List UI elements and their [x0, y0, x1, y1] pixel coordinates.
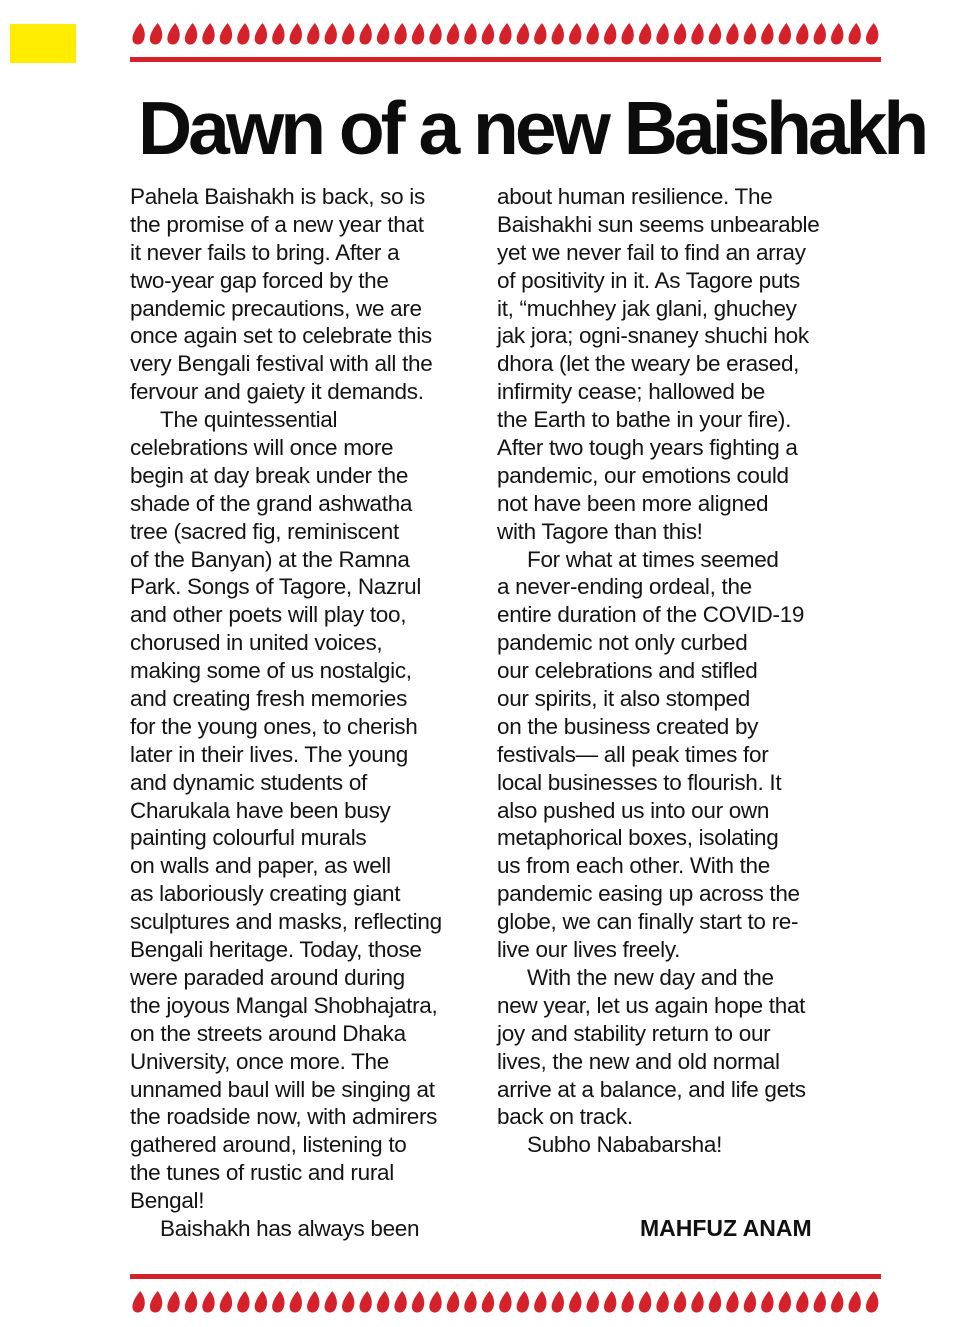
- red-drop-ornament: [709, 23, 721, 45]
- article-headline: Dawn of a new Baishakh: [138, 86, 926, 170]
- body-line: later in their lives. The young: [130, 741, 408, 767]
- paragraph-start-line: For what at times seemed: [527, 546, 779, 572]
- red-drop-ornament: [534, 1291, 546, 1313]
- red-drop-ornament: [394, 23, 406, 45]
- body-line: infirmity cease; hallowed be: [497, 379, 765, 405]
- red-drop-ornament: [691, 23, 703, 45]
- body-line: gathered around, listening to: [130, 1132, 407, 1158]
- red-drop-ornament: [255, 1291, 267, 1313]
- body-line: our celebrations and stifled: [497, 658, 758, 684]
- author-byline: MAHFUZ ANAM: [640, 1215, 812, 1241]
- red-drop-ornament: [359, 23, 371, 45]
- red-drop-ornament: [674, 23, 686, 45]
- red-drop-ornament: [499, 1291, 511, 1313]
- red-drop-ornament: [761, 1291, 773, 1313]
- body-line: on the business created by: [497, 713, 759, 739]
- body-line: our spirits, it also stomped: [497, 686, 750, 712]
- body-line: back on track.: [497, 1104, 633, 1130]
- red-drop-ornament: [587, 1291, 599, 1313]
- red-drop-ornament: [779, 1291, 791, 1313]
- red-drop-ornament: [569, 23, 581, 45]
- body-line: tree (sacred fig, reminiscent: [130, 518, 399, 544]
- red-drop-ornament: [167, 1291, 179, 1313]
- body-line: and other poets will play too,: [130, 602, 407, 628]
- red-drop-ornament: [447, 1291, 459, 1313]
- body-line: once again set to celebrate this: [130, 323, 432, 349]
- body-line: the Earth to bathe in your fire).: [497, 407, 792, 433]
- red-drop-ornament: [674, 1291, 686, 1313]
- body-line: live our lives freely.: [497, 937, 681, 963]
- red-drop-ornament: [517, 1291, 529, 1313]
- top-red-rule: [130, 57, 881, 62]
- body-line: Bengal!: [130, 1188, 205, 1214]
- left-column: [130, 183, 475, 1243]
- body-line: a never-ending ordeal, the: [497, 574, 752, 600]
- body-line: Bengali heritage. Today, those: [130, 937, 422, 963]
- paragraph-start-line: The quintessential: [160, 407, 338, 433]
- body-line: as laboriously creating giant: [130, 881, 401, 907]
- red-drop-ornament: [325, 23, 337, 45]
- body-line: Park. Songs of Tagore, Nazrul: [130, 574, 422, 600]
- body-line: the joyous Mangal Shobhajatra,: [130, 992, 438, 1018]
- red-drop-ornament: [237, 1291, 249, 1313]
- body-line: were paraded around during: [130, 964, 405, 990]
- top-drop-border: [130, 22, 881, 46]
- red-drop-ornament: [656, 1291, 668, 1313]
- body-line: entire duration of the COVID-19: [497, 602, 805, 628]
- red-drop-ornament: [429, 23, 441, 45]
- body-line: sculptures and masks, reflecting: [130, 909, 442, 935]
- body-line: painting colourful murals: [130, 825, 367, 851]
- body-line: festivals— all peak times for: [497, 741, 769, 767]
- red-drop-ornament: [831, 1291, 843, 1313]
- red-drop-ornament: [132, 1291, 144, 1313]
- red-drop-ornament: [255, 23, 267, 45]
- body-line: celebrations will once more: [130, 435, 394, 461]
- red-drop-ornament: [464, 23, 476, 45]
- top-drop-border-svg: [130, 22, 881, 46]
- red-drop-ornament: [167, 23, 179, 45]
- red-drop-ornament: [744, 1291, 756, 1313]
- red-drop-ornament: [779, 23, 791, 45]
- red-drop-ornament: [359, 1291, 371, 1313]
- red-drop-ornament: [604, 23, 616, 45]
- body-line: chorused in united voices,: [130, 630, 383, 656]
- red-drop-ornament: [150, 1291, 162, 1313]
- body-line: very Bengali festival with all the: [130, 351, 433, 377]
- red-drop-ornament: [656, 23, 668, 45]
- red-drop-ornament: [639, 23, 651, 45]
- red-drop-ornament: [866, 1291, 878, 1313]
- red-drop-ornament: [866, 23, 878, 45]
- red-drop-ornament: [464, 1291, 476, 1313]
- red-drop-ornament: [726, 1291, 738, 1313]
- body-line: not have been more aligned: [497, 490, 769, 516]
- red-drop-ornament: [185, 23, 197, 45]
- body-line: yet we never fail to find an array: [497, 239, 806, 265]
- body-line: Charukala have been busy: [130, 797, 391, 823]
- red-drop-ornament: [290, 1291, 302, 1313]
- body-line: University, once more. The: [130, 1048, 389, 1074]
- red-drop-ornament: [272, 1291, 284, 1313]
- body-line: lives, the new and old normal: [497, 1048, 780, 1074]
- body-line: joy and stability return to our: [497, 1020, 771, 1046]
- red-drop-ornament: [447, 23, 459, 45]
- body-line: it never fails to bring. After a: [130, 239, 400, 265]
- body-line: the promise of a new year that: [130, 211, 424, 237]
- red-drop-ornament: [220, 1291, 232, 1313]
- right-column: [497, 183, 842, 1159]
- red-drop-ornament: [848, 23, 860, 45]
- red-drop-ornament: [639, 1291, 651, 1313]
- body-line: arrive at a balance, and life gets: [497, 1076, 806, 1102]
- red-drop-ornament: [691, 1291, 703, 1313]
- body-line: pandemic not only curbed: [497, 630, 748, 656]
- body-line: shade of the grand ashwatha: [130, 490, 413, 516]
- closing-line: Subho Nababarsha!: [527, 1132, 723, 1158]
- red-drop-ornament: [132, 23, 144, 45]
- red-drop-ornament: [342, 1291, 354, 1313]
- body-line: begin at day break under the: [130, 462, 409, 488]
- paragraph-start-line: With the new day and the: [527, 964, 774, 990]
- red-drop-ornament: [534, 23, 546, 45]
- body-line: new year, let us again hope that: [497, 992, 806, 1018]
- red-drop-ornament: [814, 23, 826, 45]
- body-line: pandemic precautions, we are: [130, 295, 422, 321]
- red-drop-ornament: [552, 1291, 564, 1313]
- body-line: After two tough years fighting a: [497, 435, 798, 461]
- bottom-red-rule: [130, 1274, 881, 1279]
- body-line: the tunes of rustic and rural: [130, 1160, 394, 1186]
- red-drop-ornament: [796, 23, 808, 45]
- red-drop-ornament: [325, 1291, 337, 1313]
- red-drop-ornament: [202, 23, 214, 45]
- red-drop-ornament: [220, 23, 232, 45]
- body-line: jak jora; ogni-snaney shuchi hok: [497, 323, 809, 349]
- red-drop-ornament: [377, 1291, 389, 1313]
- red-drop-ornament: [814, 1291, 826, 1313]
- red-drop-ornament: [587, 23, 599, 45]
- red-drop-ornament: [726, 23, 738, 45]
- body-line: of positivity in it. As Tagore puts: [497, 267, 800, 293]
- body-line: local businesses to flourish. It: [497, 769, 782, 795]
- body-line: on walls and paper, as well: [130, 853, 391, 879]
- red-drop-ornament: [499, 23, 511, 45]
- red-drop-ornament: [342, 23, 354, 45]
- body-line: about human resilience. The: [497, 184, 773, 209]
- red-drop-ornament: [621, 1291, 633, 1313]
- body-line: Baishakhi sun seems unbearable: [497, 211, 820, 237]
- body-line: metaphorical boxes, isolating: [497, 825, 779, 851]
- body-line: of the Banyan) at the Ramna: [130, 546, 410, 572]
- red-drop-ornament: [482, 23, 494, 45]
- red-drop-ornament: [482, 1291, 494, 1313]
- body-line: the roadside now, with admirers: [130, 1104, 438, 1130]
- body-line: on the streets around Dhaka: [130, 1020, 406, 1046]
- red-drop-ornament: [307, 1291, 319, 1313]
- body-line: dhora (let the weary be erased,: [497, 351, 800, 377]
- body-line: making some of us nostalgic,: [130, 658, 412, 684]
- yellow-corner-tab: [10, 24, 76, 63]
- red-drop-ornament: [272, 23, 284, 45]
- paragraph-start-line: Baishakh has always been: [160, 1215, 420, 1241]
- body-line: globe, we can finally start to re-: [497, 909, 799, 935]
- red-drop-ornament: [569, 1291, 581, 1313]
- red-drop-ornament: [290, 23, 302, 45]
- red-drop-ornament: [517, 23, 529, 45]
- body-line: two-year gap forced by the: [130, 267, 389, 293]
- red-drop-ornament: [744, 23, 756, 45]
- red-drop-ornament: [412, 1291, 424, 1313]
- red-drop-ornament: [429, 1291, 441, 1313]
- red-drop-ornament: [709, 1291, 721, 1313]
- body-line: unnamed baul will be singing at: [130, 1076, 435, 1102]
- red-drop-ornament: [552, 23, 564, 45]
- body-line: and dynamic students of: [130, 769, 367, 795]
- body-line: for the young ones, to cherish: [130, 713, 418, 739]
- red-drop-ornament: [831, 23, 843, 45]
- body-line: Pahela Baishakh is back, so is: [130, 184, 425, 209]
- red-drop-ornament: [394, 1291, 406, 1313]
- body-line: and creating fresh memories: [130, 686, 408, 712]
- body-line: pandemic easing up across the: [497, 881, 800, 907]
- red-drop-ornament: [185, 1291, 197, 1313]
- red-drop-ornament: [377, 23, 389, 45]
- body-line: us from each other. With the: [497, 853, 770, 879]
- body-line: it, “muchhey jak glani, ghuchey: [497, 295, 797, 321]
- body-line: pandemic, our emotions could: [497, 462, 789, 488]
- red-drop-ornament: [237, 23, 249, 45]
- red-drop-ornament: [150, 23, 162, 45]
- red-drop-ornament: [604, 1291, 616, 1313]
- body-line: also pushed us into our own: [497, 797, 770, 823]
- red-drop-ornament: [202, 1291, 214, 1313]
- red-drop-ornament: [621, 23, 633, 45]
- body-line: with Tagore than this!: [497, 518, 703, 544]
- red-drop-ornament: [796, 1291, 808, 1313]
- red-drop-ornament: [761, 23, 773, 45]
- red-drop-ornament: [412, 23, 424, 45]
- body-line: fervour and gaiety it demands.: [130, 379, 424, 405]
- red-drop-ornament: [848, 1291, 860, 1313]
- bottom-drop-border-svg: [130, 1290, 881, 1314]
- red-drop-ornament: [307, 23, 319, 45]
- bottom-drop-border: [130, 1290, 881, 1314]
